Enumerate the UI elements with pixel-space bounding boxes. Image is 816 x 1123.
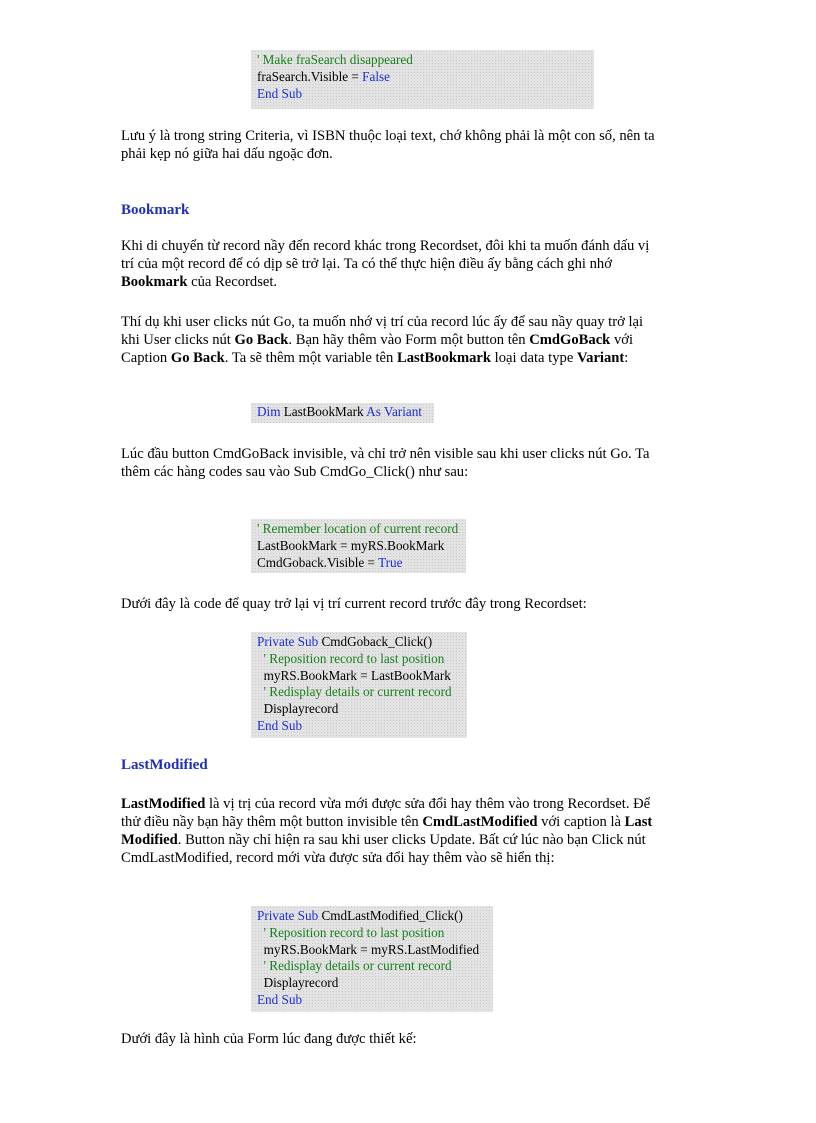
bold-term: CmdGoBack [529,332,611,348]
text-span: với caption là [537,814,625,830]
code-comment: ' Remember location of current record [257,521,459,536]
paragraph-criteria-note: Lưu ý là trong string Criteria, vì ISBN thuộc loại text, chớ không phải là một con số, nên ta phải kẹp nó giữa hai dấu ngoặc đơn. [121,128,655,162]
text-span: của Recordset. [187,274,278,290]
paragraph-form-design-intro: Dưới đây là hình của Form lúc đang được thiết kế: [121,1031,417,1047]
text-span: . Ta sẽ thêm một variable tên [224,350,397,366]
paragraph-bookmark-intro [121,237,661,291]
bold-term: Go Back [234,332,289,348]
heading-lastmodified: LastModified [121,757,208,773]
text-span: Khi di chuyển từ record nầy đến record khác trong Recordset, đôi khi ta muốn đánh dấu vị trí của một record để có dịp sẽ trở lại. Ta có thể thực hiện điều ấy bằng cách ghi nhớ [121,238,650,272]
text-span: Thí dụ khi user clicks nút Go, ta muốn nhớ vị trí của record lúc ấy để sau nầy quay trở lại khi User clicks nút [121,314,644,348]
code-comment: ' Reposition record to last position [263,650,445,666]
code-keyword: End Sub [257,991,303,1007]
bold-term: LastBookmark [396,350,492,366]
text-span: là vị trị của record vừa mới được sửa đổi hay thêm vào trong Recordset. Để thử điều nầy bạn hãy thêm một button invisible tên [121,796,651,830]
code-keyword: True [378,554,403,570]
code-keyword: End Sub [257,717,303,733]
code-block-fra-search [251,50,594,109]
code-comment: ' Reposition record to last position [263,924,445,940]
code-block-cmdgoback-click [251,632,467,738]
code-line: CmdLastModified_Click() [318,908,463,923]
bold-term: Variant [576,350,625,366]
bold-term: Go Back [170,350,225,366]
code-line: myRS.BookMark = myRS.LastModified [263,941,480,957]
code-line: LastBookMark = myRS.BookMark [257,537,445,553]
paragraph-goback-code-intro: Dưới đây là code để quay trở lại vị trí current record trước đây trong Recordset: [121,596,587,612]
code-comment: ' Make fraSearch disappeared [257,52,413,67]
code-block-dim [251,403,434,423]
bold-term: CmdLastModified [422,814,538,830]
code-comment: ' Redisplay details or current record [263,684,452,700]
code-block-remember [251,519,466,573]
code-keyword: End Sub [257,85,303,101]
bold-term: Bookmark [121,274,188,290]
code-keyword: False [362,68,390,84]
code-line: LastBookMark [280,404,367,419]
code-line: Displayrecord [263,701,339,717]
text-span: loại data type [491,350,577,366]
code-comment: ' Redisplay details or current record [263,958,452,974]
text-span: : [624,350,629,366]
code-line: fraSearch.Visible = [257,68,363,84]
text-span: . Button nầy chỉ hiện ra sau khi user clicks Update. Bất cứ lúc nào bạn Click nút CmdLastModified, record mới vừa được sửa đổi hay thêm vào sẽ hiển thị: [121,832,646,866]
code-keyword: Private Sub [257,908,319,923]
code-line: CmdGoback.Visible = [257,554,379,570]
bold-term: Last Modified [121,814,653,848]
code-line: Displayrecord [263,975,339,991]
paragraph-lastmodified [121,795,661,867]
code-keyword: As Variant [366,404,422,419]
paragraph-cmdgoback-visible: Lúc đầu button CmdGoBack invisible, và chỉ trở nên visible sau khi user clicks nút Go. Ta thêm các hàng codes sau vào Sub CmdGo_Click() như sau: [121,446,650,480]
paragraph-goback-example [121,313,661,367]
code-line: myRS.BookMark = LastBookMark [263,667,451,683]
bold-term: LastModified [121,796,206,812]
code-keyword: Private Sub [257,634,319,649]
code-line: CmdGoback_Click() [318,634,433,649]
heading-bookmark: Bookmark [121,202,190,218]
text-span: với Caption [121,332,634,366]
text-span: . Bạn hãy thêm vào Form một button tên [288,332,530,348]
code-keyword: Dim [257,404,281,419]
code-block-cmdlastmodified-click [251,906,493,1012]
